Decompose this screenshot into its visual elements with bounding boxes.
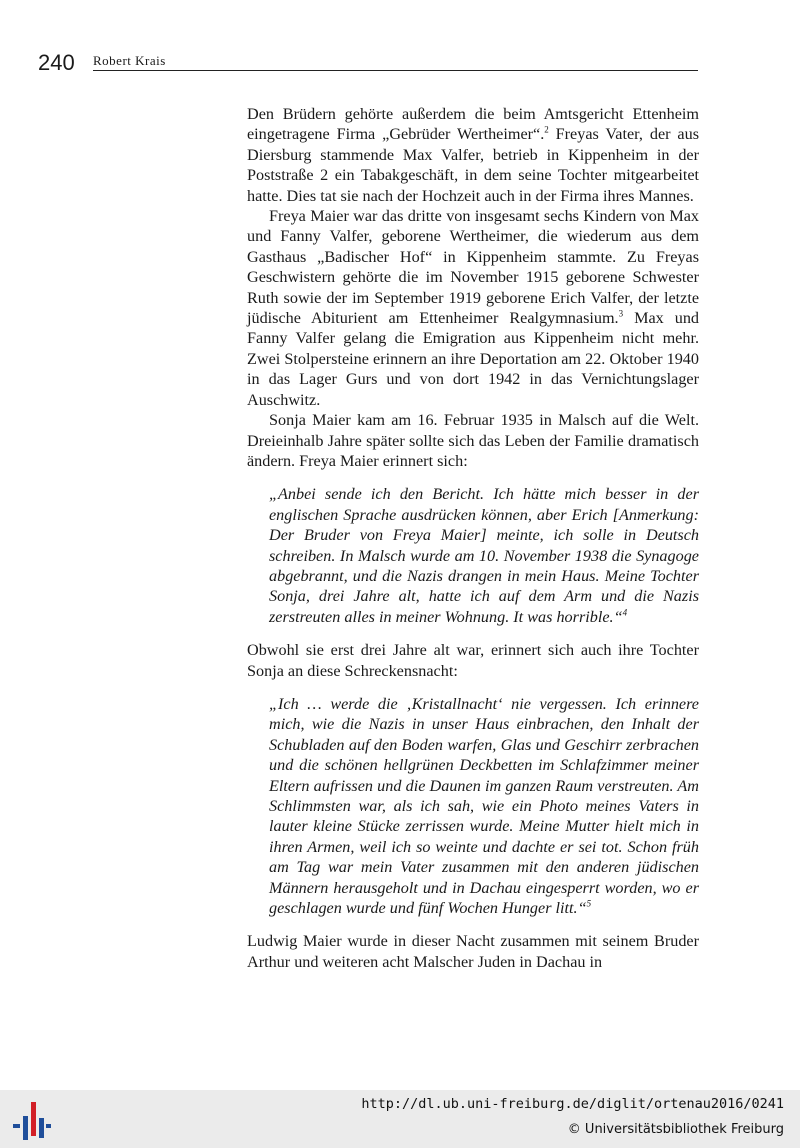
- block-quote-2: „Ich … werde die ‚Kristallnacht‘ nie vergessen. Ich erinnere mich, wie die Nazis in unser Haus einbrachen, den Inhalt der Schubladen auf den Boden warfen, Glas und Geschirr zerbrachen und die schönen hellgrünen Deckbetten im Schlafzimmer meiner Eltern aufrissen und die Daunen im ganzen Raum verstreuten. Am Schlimmsten war, als ich sah, wie ein Photo meines Vaters in lauter kleine Stücke zerrissen wurde. Meine Mutter hielt mich in ihren Armen, weil ich so weinte und dachte er sei tot. Schon früh am Tag war mein Vater zusammen mit den anderen jüdischen Männern herausgeholt und in Dachau eingesperrt worden, wo er geschlagen wurde und fünf Wochen Hunger litt.“$^5$: [269, 694, 699, 918]
- paragraph-1: Den Brüdern gehörte außerdem die beim Amtsgericht Ettenheim eingetragene Firma „Gebrüder Wertheimer“.$^2$ Freyas Vater, der aus Diersburg stammende Max Valfer, betrieb in Kippenheim in der Poststraße 2 ein Tabakgeschäft, in dem seine Tochter mitgearbeitet hatte. Dies tat sie nach der Hochzeit auch in der Firma ihres Mannes.: [247, 105, 699, 205]
- permalink-url[interactable]: http://dl.ub.uni-freiburg.de/diglit/ortenau2016/0241: [361, 1096, 784, 1112]
- paragraph-4: Obwohl sie erst drei Jahre alt war, erinnert sich auch ihre Tochter Sonja an diese Schreckensnacht:: [247, 641, 699, 680]
- header-rule: [93, 70, 698, 71]
- viewer-footer: [0, 1090, 800, 1148]
- running-head: Robert Krais: [93, 53, 166, 68]
- footnote-ref[interactable]: 2: [544, 125, 549, 136]
- footnote-ref[interactable]: 5: [586, 898, 592, 909]
- footnote-ref[interactable]: 3: [618, 308, 624, 319]
- block-quote-1: „Anbei sende ich den Bericht. Ich hätte mich besser in der englischen Sprache ausdrücken können, aber Erich [Anmerkung: Der Bruder von Freya Maier] meinte, ich solle in Deutsch schreiben. In Malsch wurde am 10. November 1938 die Synagoge abgebrannt, und die Nazis drangen in mein Haus. Meine Tochter Sonja, drei Jahre alt, hatte ich auf dem Arm und die Nazis zerstreuten alles in meiner Wohnung. It was horrible.“$^4$: [269, 485, 699, 626]
- paragraph-2: Freya Maier war das dritte von insgesamt sechs Kindern von Max und Fanny Valfer, geborene Wertheimer, die wiederum aus dem Gasthaus „Badischer Hof“ in Kippenheim stammte. Zu Freyas Geschwistern gehörte die im November 1915 geborene Schwester Ruth sowie der im September 1919 geborene Erich Valfer, der letzte jüdische Abiturient am Ettenheimer Realgymnasium.$^3$ Max und Fanny Valfer gelang die Emigration aus Kippenheim nicht mehr. Zwei Stolpersteine erinnern an ihre Deportation am 22. Oktober 1940 in das Lager Gurs und von dort 1942 in das Vernichtungslager Auschwitz.: [247, 207, 700, 409]
- page-number: 240: [38, 50, 75, 75]
- copyright-notice: © Universitätsbibliothek Freiburg: [567, 1122, 784, 1137]
- page-header: [38, 50, 698, 78]
- ub-freiburg-logo-icon[interactable]: [12, 1098, 52, 1142]
- footnote-ref[interactable]: 4: [622, 607, 628, 618]
- paragraph-3: Sonja Maier kam am 16. Februar 1935 in Malsch auf die Welt. Dreieinhalb Jahre später sollte sich das Leben der Familie dramatisch ändern. Freya Maier erinnert sich:: [247, 411, 699, 470]
- page-body: [247, 104, 699, 972]
- paragraph-5: Ludwig Maier wurde in dieser Nacht zusammen mit seinem Bruder Arthur und weiteren acht Malscher Juden in Dachau in: [247, 932, 699, 971]
